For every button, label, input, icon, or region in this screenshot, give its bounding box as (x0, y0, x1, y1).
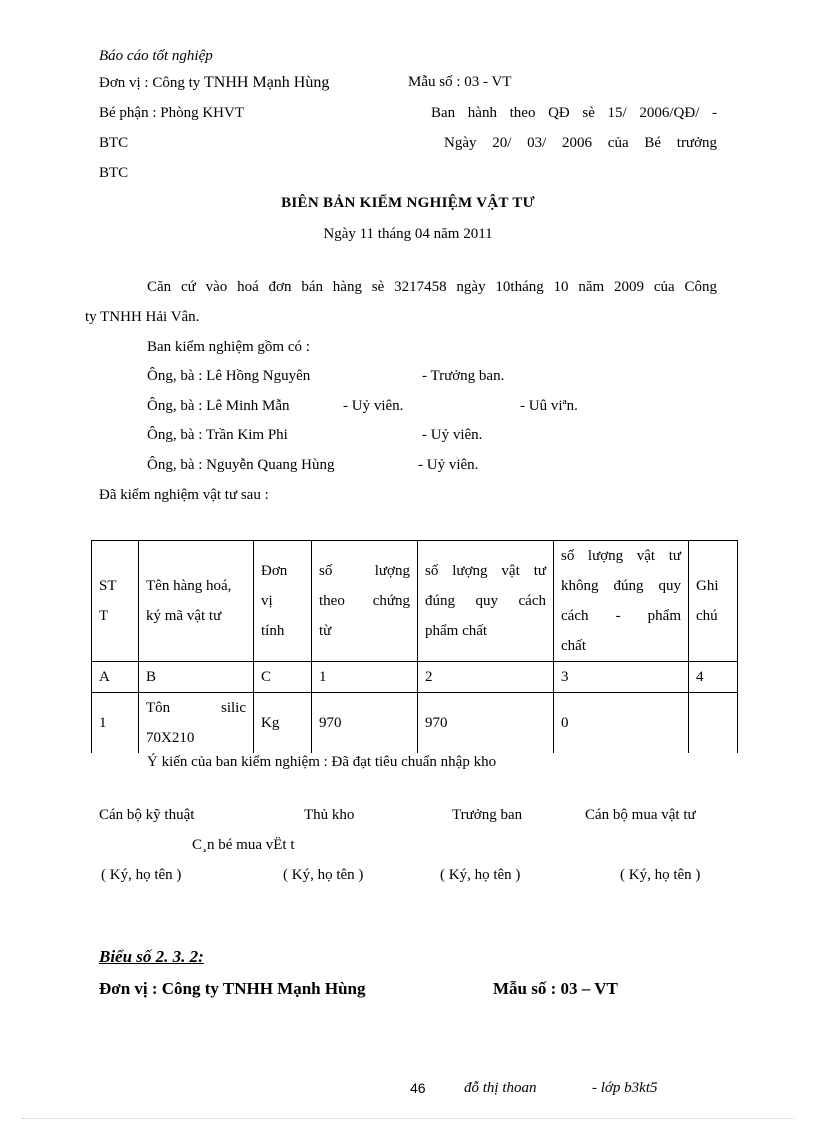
member-role: - Uỷ viên. (343, 398, 404, 414)
member-name: Ông, bà : Lê Hồng Nguyên (147, 368, 311, 384)
table-row (92, 693, 738, 754)
member-name: Ông, bà : Nguyễn Quang Hùng (147, 457, 335, 473)
member-name: Ông, bà : Lê Minh Mẫn (147, 398, 290, 414)
header-ok-qty: số lượng vật tư đúng quy cách phẩm chất (418, 541, 554, 662)
table-code-row (92, 662, 738, 693)
header-stt: ST T (92, 541, 139, 662)
form-number: Mẫu số : 03 - VT (408, 74, 512, 90)
code-cell: 2 (418, 662, 554, 693)
intro-line-2: ty TNHH Hải Vân. (85, 309, 200, 325)
header-unit: Đơn vị tính (254, 541, 312, 662)
member-role: - Trưởng ban. (422, 368, 505, 384)
issued-line2-left: BTC (99, 135, 129, 151)
code-cell: 1 (312, 662, 418, 693)
inspection-table (91, 540, 738, 753)
committee-opinion: Ý kiến của ban kiểm nghiệm : Đã đạt tiêu chuẩn nhập kho (147, 754, 497, 770)
page-number: 46 (410, 1080, 426, 1096)
header-bad-qty: số lượng vật tư không đúng quy cách - phẩm chất (554, 541, 689, 662)
signature-title: Trưởng ban (452, 807, 523, 823)
next-form-number: Mẫu số : 03 – VT (493, 979, 618, 998)
header-note: Ghi chú (689, 541, 738, 662)
header-item-name: Tên hàng hoá, ký mã vật tư (139, 541, 254, 662)
unit-line (99, 74, 329, 92)
row-bad-qty: 0 (554, 693, 689, 754)
footer-author: đỗ thị thoan (464, 1080, 537, 1096)
row-unit: Kg (254, 693, 312, 754)
footer-divider (22, 1118, 794, 1119)
document-title: BIÊN BẢN KIỂM NGHIỆM VẬT TƯ (281, 195, 535, 211)
intro-line-1: Căn cứ vào hoá đơn bán hàng sè 3217458 ngày 10tháng 10 năm 2009 của Công (147, 279, 717, 295)
issued-decree-line1: Ban hành theo QĐ sè 15/ 2006/QĐ/ - (431, 105, 717, 121)
code-cell: A (92, 662, 139, 693)
signature-garbled-text: C¸n bé mua vËt t (192, 837, 295, 853)
code-cell: B (139, 662, 254, 693)
member-name: Ông, bà : Trần Kim Phi (147, 427, 288, 443)
row-stt: 1 (92, 693, 139, 754)
code-cell: 4 (689, 662, 738, 693)
issued-line3: BTC (99, 165, 129, 181)
sign-note: ( Ký, họ tên ) (620, 867, 701, 883)
code-cell: C (254, 662, 312, 693)
next-form-unit: Đơn vị : Công ty TNHH Mạnh Hùng (99, 979, 366, 998)
unit-prefix: Đơn vị : Công ty (99, 75, 205, 91)
member-role-garbled: - Uû viªn. (520, 398, 578, 414)
row-doc-qty: 970 (312, 693, 418, 754)
issued-date-line: Ngày 20/ 03/ 2006 của Bé trưởng (444, 135, 717, 151)
signature-title: Cán bộ kỹ thuật (99, 807, 195, 823)
header-doc-qty: số lượng theo chứng từ (312, 541, 418, 662)
sign-note: ( Ký, họ tên ) (283, 867, 364, 883)
code-cell: 3 (554, 662, 689, 693)
committee-heading: Ban kiểm nghiệm gồm có : (147, 339, 310, 355)
unit-name: TNHH Mạnh Hùng (204, 74, 330, 91)
table-header-row (92, 541, 738, 662)
sign-note: ( Ký, họ tên ) (101, 867, 182, 883)
document-date: Ngày 11 tháng 04 năm 2011 (323, 226, 493, 242)
report-title: Báo cáo tốt nghiệp (99, 48, 213, 64)
next-form-label: Biểu số 2. 3. 2: (99, 947, 204, 966)
inspected-label: Đã kiểm nghiệm vật tư sau : (99, 487, 269, 503)
row-note (689, 693, 738, 754)
member-role: - Uỷ viên. (422, 427, 483, 443)
member-role: - Uỷ viên. (418, 457, 479, 473)
footer-class: - lớp b3kt5 (592, 1080, 658, 1096)
row-item-name: Tôn silic 70X210 (139, 693, 254, 754)
department: Bé phận : Phòng KHVT (99, 105, 244, 121)
signature-title: Thủ kho (304, 807, 355, 823)
signature-title: Cán bộ mua vật tư (585, 807, 696, 823)
sign-note: ( Ký, họ tên ) (440, 867, 521, 883)
row-ok-qty: 970 (418, 693, 554, 754)
